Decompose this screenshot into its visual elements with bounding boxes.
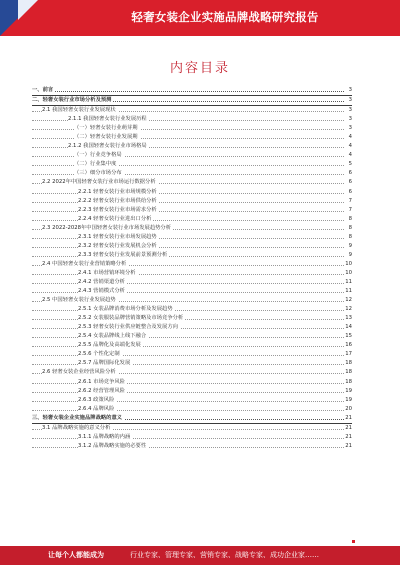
toc-entry-label: 2.3.2 轻奢女装行业发展机会分析 [78,242,157,249]
toc-entry-label: 2.5.7 品牌国际化发展 [78,360,131,367]
toc-entry[interactable] [32,142,352,151]
toc-entry[interactable] [32,387,352,396]
toc-entry-page: 17 [345,351,352,358]
toc-entry[interactable] [32,178,352,187]
toc-entry[interactable] [32,368,352,377]
footer-slogan-left: 让每个人都能成为 [48,551,104,559]
toc-entry-page: 9 [344,251,352,260]
toc-entry[interactable] [32,359,352,368]
toc-entry-page: 8 [344,215,352,224]
toc-entry[interactable] [32,233,352,242]
toc-entry-label: 一、前言 [32,87,54,93]
toc-entry[interactable] [32,160,352,169]
toc-heading: 内容目录 [169,61,230,76]
toc-entry-page: 18 [345,360,352,367]
toc-entry-page: 13 [345,315,352,322]
toc-entry-label: 2.6.1 市场竞争风险 [78,378,125,385]
toc-entry-page: 18 [345,369,352,376]
toc-entry[interactable] [32,287,352,296]
toc-entry[interactable] [32,332,352,341]
toc-entry-page: 4 [344,151,352,160]
header-decoration-light [18,0,38,20]
toc-entry-label: 2.5.3 轻奢女装行业供应链整合及发展方向 [78,324,178,331]
toc-entry[interactable] [32,124,352,133]
toc-entry[interactable] [32,314,352,323]
toc-entry[interactable] [32,188,352,197]
toc-entry-page: 19 [345,396,352,403]
toc-entry-label: 2.5.5 品牌化及高端化发展 [78,342,141,349]
toc-entry-page: 21 [345,433,352,440]
toc-entry[interactable] [32,197,352,206]
toc-entry-label: 2.6.2 经营管理风险 [78,387,125,394]
toc-entry[interactable] [32,242,352,251]
toc-leader-dots [32,91,344,92]
toc-entry[interactable] [32,341,352,350]
toc-entry-label: 2.3.1 轻奢女装行业市场发展趋势 [78,233,157,240]
toc-entry[interactable] [32,323,352,332]
toc-entry-page: 16 [345,342,352,349]
toc-entry-page: 12 [345,306,352,313]
toc-entry[interactable] [32,86,352,96]
toc-entry[interactable] [32,396,352,405]
table-of-contents [32,86,352,451]
toc-entry-label: 2.2 2022年中国轻奢女装行业市场运行数据分析 [42,179,156,186]
toc-entry-page: 3 [344,124,352,133]
toc-entry-label: （三）细分市场分布 [74,170,122,177]
toc-entry-label: 2.3.3 轻奢女装行业发展前景预测分析 [78,251,168,258]
toc-entry-label: （一）行业竞争格局 [74,152,122,159]
toc-entry-page: 5 [344,160,352,169]
toc-entry-label: 2.4.2 营销渠道分析 [78,278,125,285]
toc-entry-page: 10 [345,260,352,267]
toc-entry-label: 三、轻奢女装企业实施品牌战略的意义 [32,414,123,421]
report-title: 轻奢女装企业实施品牌战略研究报告 [131,10,319,24]
toc-entry-page: 3 [344,106,352,115]
toc-entry[interactable] [32,305,352,314]
toc-entry-label: 二、轻奢女装行业市场分析及预测 [32,97,112,104]
toc-entry-page: 7 [344,197,352,206]
toc-entry-label: 2.1.1 我国轻奢女装行业发展历程 [68,116,147,123]
toc-entry-label: 2.5 中国轻奢女装行业发展趋势 [42,297,116,304]
toc-entry-label: （二）轻奢女装行业发展期 [74,134,138,141]
toc-entry[interactable] [32,106,352,115]
toc-entry[interactable] [32,424,352,433]
toc-entry-label: 3.1.1 品牌战略的内涵 [78,433,131,440]
toc-entry-page: 6 [344,188,352,197]
toc-entry[interactable] [32,96,352,106]
toc-entry-label: 3.1 品牌战略实施的意义分析 [42,424,111,431]
footer-slogan-right: 行业专家、管理专家、营销专家、战略专家、成功企业家…… [130,551,319,559]
toc-entry-label: （二）行业集中度 [74,161,117,168]
toc-entry-page: 12 [345,297,352,304]
toc-entry-label: 2.2.1 轻奢女装行业市场规模分析 [78,188,157,195]
toc-entry[interactable] [32,350,352,359]
toc-entry-label: 2.6 轻奢女装企业经营风险分析 [42,369,116,376]
toc-entry[interactable] [32,260,352,269]
toc-entry-page: 3 [344,96,352,105]
report-header-banner [0,0,400,36]
toc-entry-page: 7 [344,206,352,215]
toc-entry-page: 21 [345,414,352,421]
toc-entry[interactable] [32,405,352,414]
toc-entry-label: 2.5.2 女装服装品牌营销策略及市场竞争分析 [78,315,184,322]
toc-entry-label: 2.2.4 轻奢女装行业进出口分析 [78,215,152,222]
toc-entry-label: 2.2.2 轻奢女装行业市场供给分析 [78,197,157,204]
toc-entry[interactable] [32,151,352,160]
toc-entry-page: 4 [344,142,352,151]
footer-banner [0,546,400,565]
toc-entry[interactable] [32,442,352,451]
toc-entry-page: 21 [345,442,352,449]
toc-entry[interactable] [32,269,352,278]
page-marker [352,540,355,543]
toc-entry[interactable] [32,206,352,215]
toc-entry-page: 11 [345,278,352,285]
toc-entry[interactable] [32,133,352,142]
toc-entry[interactable] [32,433,352,442]
toc-entry[interactable] [32,115,352,124]
toc-entry-page: 14 [345,324,352,331]
toc-entry-page: 3 [344,86,352,95]
toc-entry-label: 2.4.1 市场营销环境分析 [78,269,136,276]
toc-entry-page: 4 [344,133,352,142]
toc-entry[interactable] [32,215,352,224]
toc-entry-label: （一）轻奢女装行业萌芽期 [74,125,138,132]
toc-entry-label: 2.6.4 品牌风险 [78,405,115,412]
toc-entry[interactable] [32,251,352,260]
toc-entry-page: 15 [345,333,352,340]
toc-entry-label: 2.6.3 政策风险 [78,396,115,403]
toc-entry-label: 2.2.3 轻奢女装行业市场需求分析 [78,206,157,213]
toc-entry-page: 11 [345,288,352,295]
toc-entry-label: 2.5.1 女装品牌消费市场分析及发展趋势 [78,306,173,313]
toc-entry-page: 6 [344,169,352,178]
toc-entry[interactable] [32,414,352,424]
toc-entry[interactable] [32,378,352,387]
toc-entry-page: 19 [345,387,352,394]
toc-entry-page: 21 [345,424,352,431]
toc-entry[interactable] [32,278,352,287]
toc-entry[interactable] [32,224,352,233]
toc-entry-page: 20 [345,405,352,412]
toc-entry[interactable] [32,169,352,178]
toc-entry-page: 3 [344,115,352,124]
toc-entry-page: 6 [344,178,352,187]
toc-entry-label: 2.3 2022-2028年中国轻奢女装行业市场发展趋势分析 [42,224,172,231]
toc-entry-page: 8 [344,224,352,233]
toc-entry-page: 8 [344,233,352,242]
toc-entry-label: 2.1 我国轻奢女装行业发展现状 [42,107,116,114]
toc-entry-label: 2.4 中国轻奢女装行业营销策略分析 [42,260,127,267]
toc-entry-label: 2.5.4 女装品牌线上线下融合 [78,333,147,340]
toc-entry-label: 3.1.2 品牌战略实施的必要性 [78,442,147,449]
toc-entry-page: 9 [344,242,352,251]
toc-entry-label: 2.4.3 营销模式分析 [78,288,125,295]
toc-entry-page: 18 [345,378,352,385]
toc-entry-label: 2.5.6 个性化定制 [78,351,120,358]
toc-entry-label: 2.1.2 我国轻奢女装行业市场格局 [68,143,147,150]
toc-entry-page: 10 [345,269,352,276]
toc-entry[interactable] [32,296,352,305]
